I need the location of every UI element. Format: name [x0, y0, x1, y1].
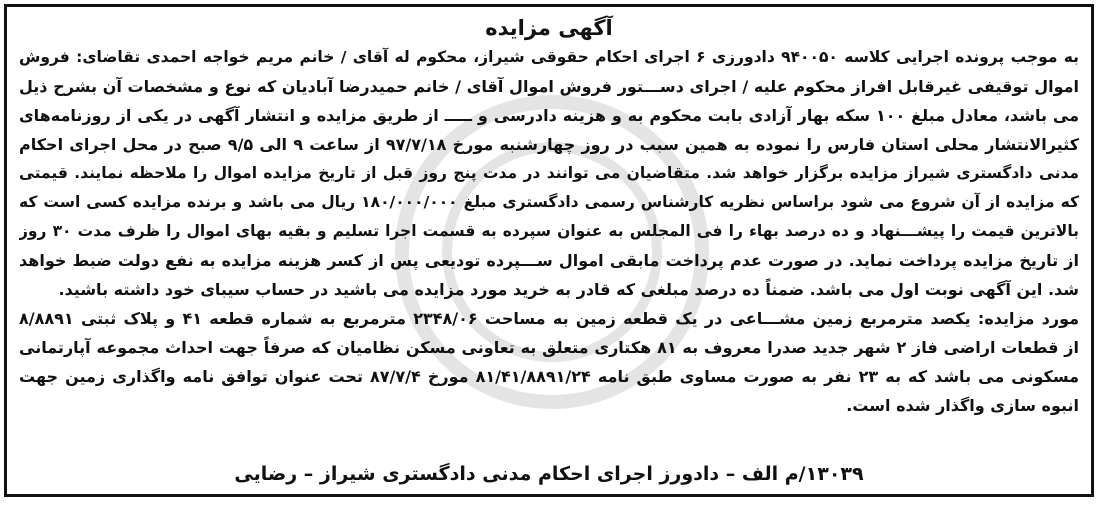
auction-item-line: انبوه سازی واگذار شده است. — [846, 396, 1079, 415]
body-line: مدنی دادگستری شیراز مزایده برگزار خواهد شد. متقاضیان می توانند در مدت پنج روز قبل از تاریخ مزایده اموال را ملاحظه نمایند. قیمتی — [19, 164, 1079, 182]
body-line: اموال توقیفی غیرقابل افراز محکوم علیه / اجرای دســـتور فروش اموال آقای / خانم حمیدرضا آبادیان که نوع و مشخصات آن بشرح ذیل — [19, 77, 1079, 96]
auction-notice — [4, 4, 1094, 497]
body-line: شد. این آگهی نوبت اول می باشد. ضمناً ده درصد مبلغی که قادر به خرید مورد مزایده می باشید در حساب سیبای خود داشته باشید. — [58, 280, 1079, 299]
body-line: که مزایده از آن شروع می شود براساس نظریه کارشناس رسمی دادگستری مبلغ ۱۸۰/۰۰۰/۰۰۰ ریال می باشد و برنده مزایده کسی است که — [19, 193, 1079, 211]
auction-item-line: از قطعات اراضی فاز ۲ شهر جدید صدرا معروف به ۸۱ هکتاری متعلق به تعاونی مسکن نظامیان که صرفاً جهت احداث مجموعه آپارتمانی — [19, 338, 1079, 357]
body-line: از تاریخ مزایده پرداخت نماید. در صورت عدم پرداخت مابقی اموال ســـپرده تودیعی پس از کسر هزینه مزایده به نفع دولت ضبط خواهد — [19, 251, 1079, 270]
auction-item-line: مسکونی می باشد که به ۲۳ نفر به صورت مساوی طبق نامه ۸۱/۴۱/۸۸۹۱/۲۴ مورخ ۸۷/۷/۴ تحت عنوان توافق نامه واگذاری زمین جهت — [19, 367, 1079, 386]
body-line: بالاترین قیمت را پیشـــنهاد و ده درصد بهاء را فی المجلس به عنوان سپرده به قسمت اجرا تسلیم و بقیه بهای اموال را ظرف مدت ۳۰ روز — [19, 222, 1079, 240]
notice-footer-signature: ۱۳۰۳۹/م الف – دادورز اجرای احکام مدنی دادگستری شیراز – رضایی — [234, 463, 864, 485]
notice-title: آگهی مزایده — [485, 16, 613, 40]
auction-item-line: مورد مزایده: یکصد مترمربع زمین مشـــاعی در یک قطعه زمین به مساحت ۲۳۴۸/۰۶ مترمربع به شماره قطعه ۴۱ و پلاک ثبتی ۸/۸۸۹۱ — [19, 309, 1079, 328]
body-line: کثیرالانتشار محلی استان فارس را نموده به همین سبب در روز چهارشنبه مورخ ۹۷/۷/۱۸ از ساعت ۹ الی ۹/۵ صبح در محل اجرای احکام — [19, 135, 1079, 154]
notice-body — [19, 43, 1079, 420]
body-line: می باشد، معادل مبلغ ۱۰۰ سکه بهار آزادی بابت محکوم به و هزینه دادرسی و ـــــ از طریق مزایده و انتشار آگهی در یکی از روزنامه‌های — [19, 106, 1079, 125]
body-line: به موجب پرونده اجرایی کلاسه ۹۴۰۰۵۰ دادورزی ۶ اجرای احکام حقوقی شیراز، محکوم له آقای / خانم مریم خواجه احمدی تقاضای: فروش — [19, 48, 1079, 66]
